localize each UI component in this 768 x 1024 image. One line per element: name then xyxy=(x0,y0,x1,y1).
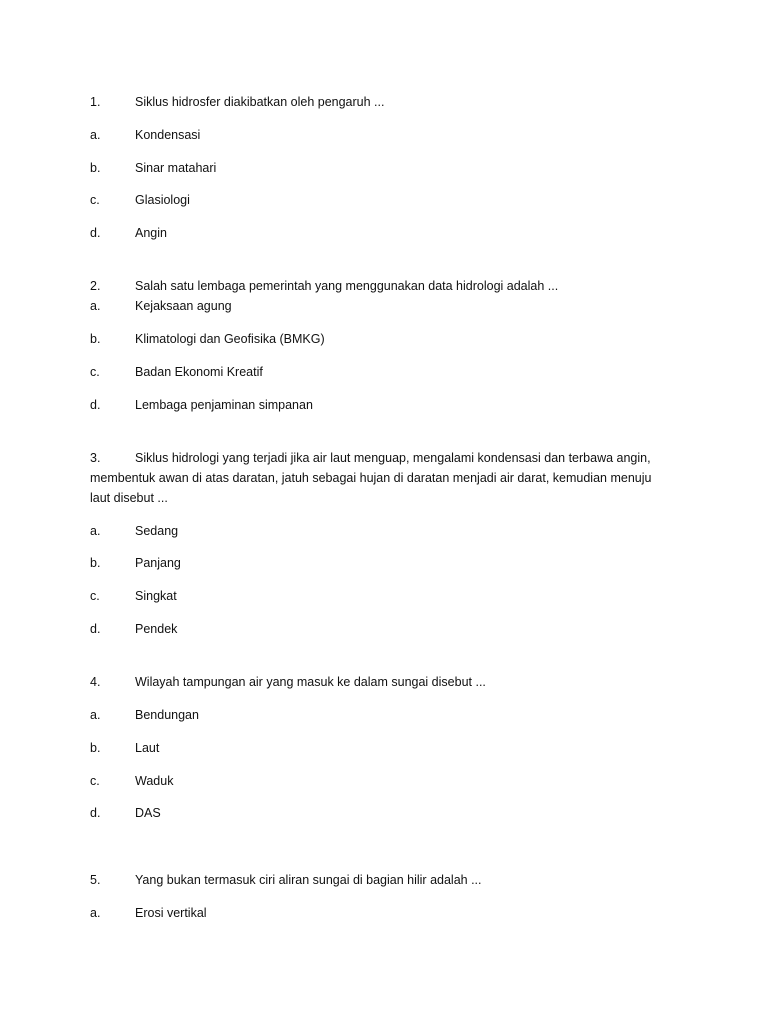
question-text: Siklus hidrologi yang terjadi jika air laut menguap, mengalami kondensasi dan terbawa angin, xyxy=(135,451,651,465)
option-text: Laut xyxy=(135,741,160,755)
question-number: 1. xyxy=(90,95,101,109)
question-text: Yang bukan termasuk ciri aliran sungai di bagian hilir adalah ... xyxy=(135,873,482,887)
option-letter: d. xyxy=(90,398,101,412)
option-letter: c. xyxy=(90,193,100,207)
option-text: DAS xyxy=(135,806,161,820)
option-text: Lembaga penjaminan simpanan xyxy=(135,398,313,412)
option-letter: c. xyxy=(90,589,100,603)
option-letter: d. xyxy=(90,806,101,820)
option-text: Angin xyxy=(135,226,167,240)
question-number: 3. xyxy=(90,451,101,465)
question-number: 5. xyxy=(90,873,101,887)
option-text: Waduk xyxy=(135,774,174,788)
option-text: Klimatologi dan Geofisika (BMKG) xyxy=(135,332,325,346)
option-letter: a. xyxy=(90,906,101,920)
option-text: Badan Ekonomi Kreatif xyxy=(135,365,263,379)
question-3-continuation-1: membentuk awan di atas daratan, jatuh sebagai hujan di daratan menjadi air darat, kemudian menuju xyxy=(90,471,652,485)
option-letter: a. xyxy=(90,524,101,538)
option-letter: b. xyxy=(90,556,101,570)
option-letter: c. xyxy=(90,774,100,788)
option-letter: c. xyxy=(90,365,100,379)
option-text: Sinar matahari xyxy=(135,161,217,175)
option-text: Glasiologi xyxy=(135,193,190,207)
option-letter: a. xyxy=(90,708,101,722)
option-text: Pendek xyxy=(135,622,178,636)
option-letter: d. xyxy=(90,226,101,240)
option-letter: d. xyxy=(90,622,101,636)
question-text: Wilayah tampungan air yang masuk ke dalam sungai disebut ... xyxy=(135,675,486,689)
option-text: Kejaksaan agung xyxy=(135,299,232,313)
option-letter: a. xyxy=(90,128,101,142)
option-text: Singkat xyxy=(135,589,177,603)
option-text: Panjang xyxy=(135,556,181,570)
option-letter: b. xyxy=(90,741,101,755)
option-text: Kondensasi xyxy=(135,128,201,142)
question-number: 2. xyxy=(90,279,101,293)
option-text: Erosi vertikal xyxy=(135,906,207,920)
question-text: Salah satu lembaga pemerintah yang menggunakan data hidrologi adalah ... xyxy=(135,279,559,293)
question-number: 4. xyxy=(90,675,101,689)
question-text: Siklus hidrosfer diakibatkan oleh pengaruh ... xyxy=(135,95,385,109)
option-letter: a. xyxy=(90,299,101,313)
question-3-continuation-2: laut disebut ... xyxy=(90,491,168,505)
option-letter: b. xyxy=(90,332,101,346)
option-text: Sedang xyxy=(135,524,179,538)
option-text: Bendungan xyxy=(135,708,199,722)
option-letter: b. xyxy=(90,161,101,175)
